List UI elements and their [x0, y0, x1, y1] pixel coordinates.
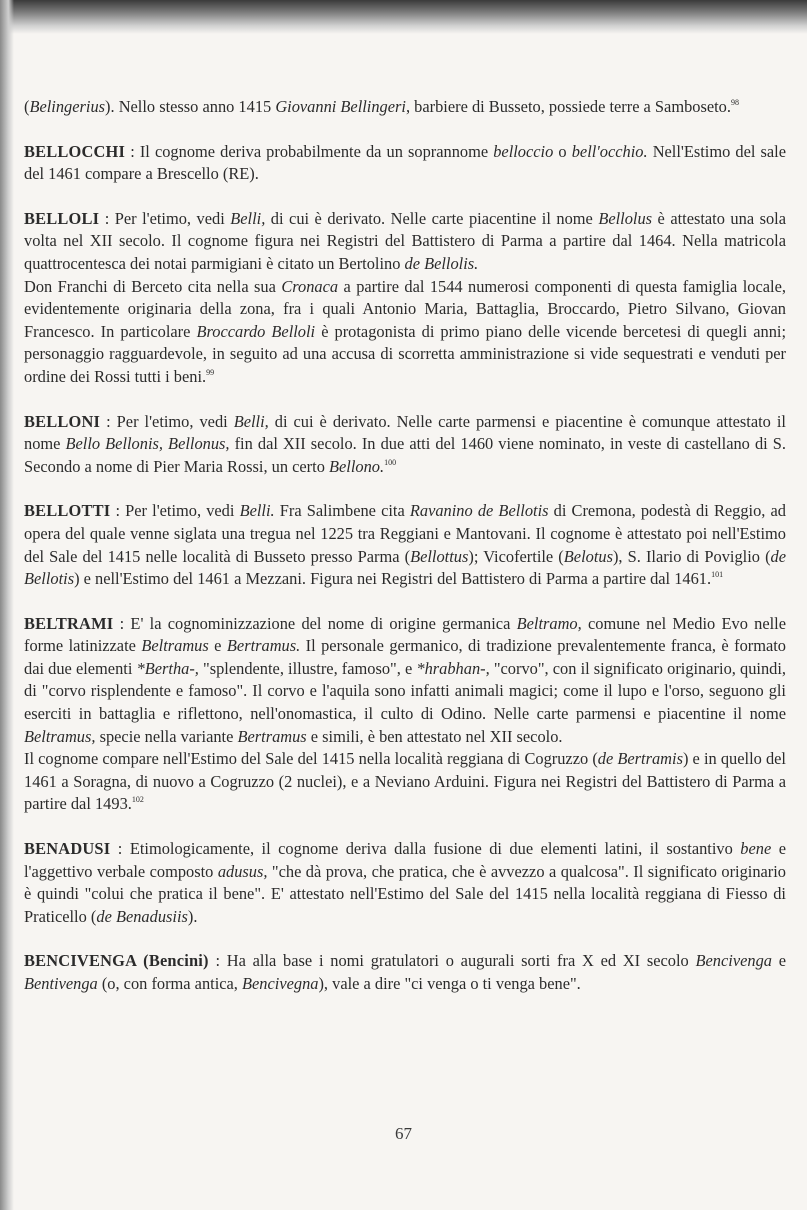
entry-text: BENADUSI : Etimologicamente, il cognome deriva dalla fusione di due elementi latini, il sostantivo bene e l'aggettivo verbale composto adusus, "che dà prova, che pratica, che è avvezzo a qualcosa". Il significato originario è quindi "colui che pratica il bene". E' attestato nell'Estimo del Sale del 1415 nella località reggiana di Fiesso di Praticello (de Benadusiis).	[24, 839, 787, 926]
headword: BELLOTTI	[24, 501, 111, 521]
page-body	[24, 96, 786, 1018]
entry-text-continued: Don Franchi di Berceto cita nella sua Cronaca a partire dal 1544 numerosi componenti di questa famiglia locale, evidentemente originaria della zona, fra i quali Antonio Maria, Battaglia, Broccardo, Pietro Silvano, Giovan Francesco. In particolare Broccardo Belloli è protagonista di primo piano delle vicende bercetesi di quegli anni; personaggio ragguardevole, in seguito ad una accusa di scorretta amministrazione si vide sequestrati e venduti per ordine dei Rossi tutti i beni.$^{99}$	[24, 276, 786, 386]
entry-bellocchi	[24, 141, 786, 186]
entry-text: (Belingerius). Nello stesso anno 1415 Giovanni Bellingeri, barbiere di Busseto, possiede terre a Samboseto.$^{98}$	[24, 97, 739, 116]
entry-text: BELLOTTI : Per l'etimo, vedi Belli. Fra Salimbene cita Ravanino de Bellotis di Cremona, podestà di Reggio, ad opera del quale venne siglata una tregua nel 1225 tra Reggiani e Mantovani. Il cognome è attestato poi nell'Estimo del Sale del 1415 nelle località di Busseto presso Parma (Bellottus); Vicofertile (Belotus), S. Ilario di Poviglio (de Bellotis) e nell'Estimo del 1461 a Mezzani. Figura nei Registri del Battistero di Parma a partire dal 1461.$^{101}$	[24, 501, 787, 589]
entry-belloli	[24, 208, 786, 389]
footnote-ref: 98	[730, 98, 739, 107]
footnote-ref: 101	[711, 570, 724, 580]
entry-bellotti	[24, 500, 786, 590]
entry-belloni	[24, 411, 786, 479]
entry-text: BELLONI : Per l'etimo, vedi Belli, di cui è derivato. Nelle carte parmensi e piacentine è comunque attestato il nome Bello Bellonis, Bellonus, fin dal XII secolo. In due atti del 1460 viene nominato, in veste di castellano di S. Secondo a nome di Pier Maria Rossi, un certo Bellono.$^{100}$	[24, 411, 786, 476]
scan-edge-top	[0, 0, 807, 34]
entry-text: BELLOCCHI : Il cognome deriva probabilmente da un soprannome belloccio o bell'occhio. Nell'Estimo del sale del 1461 compare a Brescello (RE).	[24, 141, 787, 184]
headword: BELLONI	[24, 411, 101, 431]
entry-text: BENCIVENGA (Bencini) : Ha alla base i nomi gratulatori o augurali sorti fra X ed XI secolo Bencivenga e Bentivenga (o, con forma antica, Bencivegna), vale a dire "ci venga o ti venga bene".	[24, 951, 787, 993]
headword: BELTRAMI	[24, 613, 114, 633]
page-number: 67	[395, 1124, 412, 1143]
entry-text-continued: Il cognome compare nell'Estimo del Sale del 1415 nella località reggiana di Cogruzzo (de Bertramis) e in quello del 1461 a Soragna, di nuovo a Cogruzzo (2 nuclei), e a Neviano Arduini. Figura nei Registri del Battistero di Parma a partire dal 1493.$^{102}$	[24, 749, 786, 814]
entry-text: BELLOLI : Per l'etimo, vedi Belli, di cui è derivato. Nelle carte piacentine il nome Bellolus è attestato una sola volta nel XII secolo. Il cognome figura nei Registri del Battistero di Parma a partire dal 1464. Nella matricola quattrocentesca dei notai parmigiani è citato un Bertolino de Bellolis.	[24, 208, 786, 273]
footnote-ref: 99	[206, 367, 215, 377]
headword: BELLOCCHI	[24, 141, 126, 161]
entry-text: BELTRAMI : E' la cognominizzazione del nome di origine germanica Beltramo, comune nel Medio Evo nelle forme latinizzate Beltramus e Bertramus. Il personale germanico, di tradizione prevalentemente franca, è formato dai due elementi *Bertha-, "splendente, illustre, famoso", e *hrabhan-, "corvo", con il significato originario, quindi, di "corvo risplendente e famoso". Il corvo e l'aquila sono infatti animali magici; come il lupo e l'orso, seguono gli eserciti in battaglia e riflettono, nell'onomastica, il culto di Odino. Nelle carte parmensi e piacentine il nome Beltramus, specie nella variante Bertramus e simili, è ben attestato nel XII secolo.	[24, 613, 786, 746]
entry-intro-continuation	[24, 96, 786, 119]
headword: BENADUSI	[24, 839, 111, 859]
entry-bencivenga	[24, 950, 786, 995]
headword: BENCIVENGA (Bencini)	[24, 951, 209, 971]
footnote-ref: 102	[131, 795, 144, 805]
entry-benadusi	[24, 838, 786, 928]
footnote-ref: 100	[384, 457, 397, 467]
headword: BELLOLI	[24, 208, 100, 228]
entry-beltrami	[24, 613, 786, 816]
scan-edge-left	[0, 0, 14, 1210]
